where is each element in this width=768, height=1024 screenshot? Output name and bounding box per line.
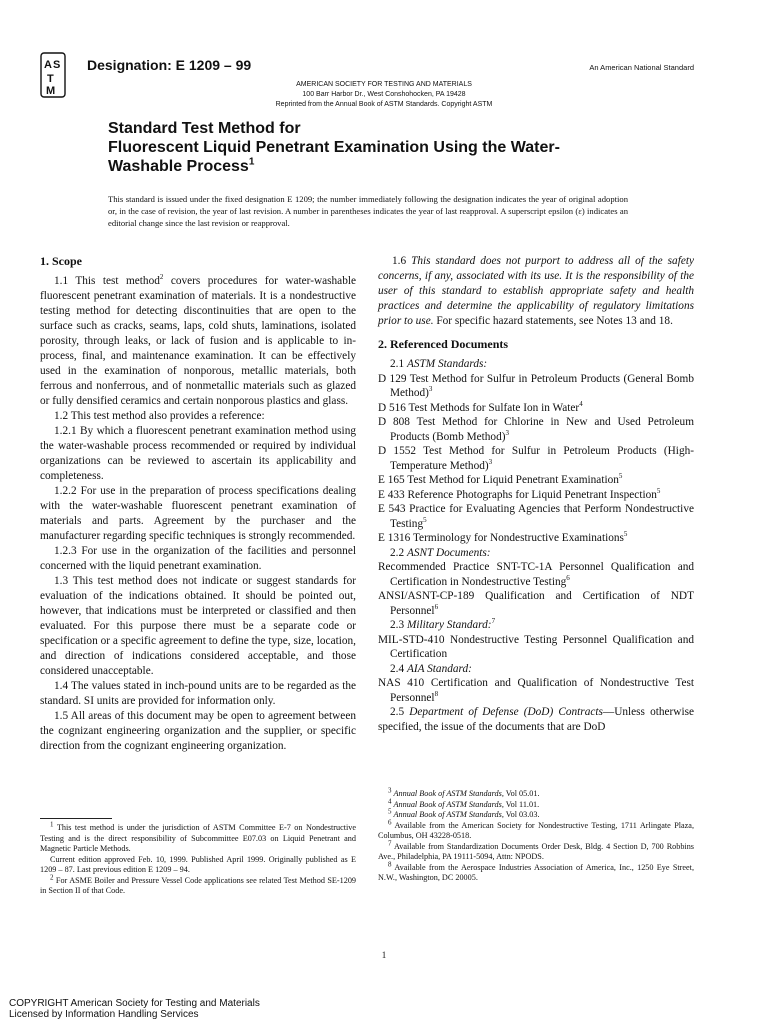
footnote-2 xyxy=(40,872,357,897)
footnote-book: Annual Book of ASTM Standards xyxy=(393,799,502,809)
para-1-1 xyxy=(40,274,356,409)
society-address: 100 Barr Harbor Dr., West Conshohocken, PA 19428 xyxy=(302,91,466,98)
section-2-4 xyxy=(378,662,694,677)
footnote-ref: 5 xyxy=(618,472,623,481)
para-1-2-1: 1.2.1 By which a fluorescent penetrant examination method using the water-washable process recommended or required by individual organizations can be reviewed to ascertain its applicability and completeness. xyxy=(40,425,356,482)
s2-2-title: ASNT Documents: xyxy=(406,546,491,559)
footnote-mark: 3 xyxy=(388,786,392,795)
issuance-notice: This standard is issued under the fixed designation E 1209; the number immediately following the designation indicates the year of original adoption or, in the case of revision, the year of last revision. A number in parentheses indicates the year of last reapproval. A superscript epsilon (ε) indicates an editorial change since the last revision or reapproval. xyxy=(108,194,628,228)
ref-d1552 xyxy=(378,444,694,473)
ref-d808 xyxy=(378,415,694,444)
footnote-ref: 4 xyxy=(579,399,583,408)
title-line-2: Fluorescent Liquid Penetrant Examination Using the Water- xyxy=(108,139,560,156)
copyright-line-1: COPYRIGHT American Society for Testing and Materials xyxy=(9,998,260,1009)
footnote-book: Annual Book of ASTM Standards xyxy=(393,810,502,819)
ref-nas-410 xyxy=(378,676,694,705)
ref-text: D 808 Test Method for Chlorine in New and Used Petroleum Products (Bomb Method) xyxy=(378,416,694,443)
footnote-text: , Vol 05.01. xyxy=(501,789,540,798)
ref-text: E 1316 Terminology for Nondestructive Examinations xyxy=(378,532,624,544)
svg-text:T: T xyxy=(47,73,54,85)
footnote-1 xyxy=(40,820,356,855)
footnote-ref: 5 xyxy=(423,515,427,524)
svg-text:M: M xyxy=(46,85,56,97)
footnote-text: For ASME Boiler and Pressure Vessel Code applications see related Test Method SE-1209 in Section II of that Code. xyxy=(40,875,357,895)
title-line-1: Standard Test Method for xyxy=(108,120,301,137)
section-2-2 xyxy=(378,546,694,561)
s2-5-rest: —Unless otherwise specified, the issue of the documents that are DoD xyxy=(378,706,694,733)
right-column xyxy=(378,254,694,734)
s2-3-num: 2.3 xyxy=(390,619,407,631)
footnote-ref: 2 xyxy=(159,273,164,282)
footnote-text: Available from Standardization Documents Order Desk, Bldg. 4 Section D, 700 Robbins Ave., Philadelphia, PA 19111-5094, Attn: NPODS. xyxy=(378,841,694,861)
ref-text: NAS 410 Certification and Qualification of Nondestructive Test Personnel xyxy=(378,677,694,704)
s2-4-title: AIA Standard: xyxy=(406,662,472,675)
ref-text: ANSI/ASNT-CP-189 Qualification and Certification of NDT Personnel xyxy=(378,590,694,617)
s2-4-num: 2.4 xyxy=(390,662,407,675)
s2-3-title: Military Standard: xyxy=(406,619,492,631)
s2-1-title: ASTM Standards: xyxy=(406,358,488,370)
footnote-8 xyxy=(378,859,694,884)
footnote-ref: 3 xyxy=(488,457,493,466)
footnote-mark: 8 xyxy=(388,859,392,868)
footnote-book: Annual Book of ASTM Standards xyxy=(393,789,502,798)
footnote-text: , Vol 03.03. xyxy=(501,810,540,819)
footnote-mark: 6 xyxy=(388,817,392,826)
ref-text: E 433 Reference Photographs for Liquid Penetrant Inspection xyxy=(378,488,657,501)
ref-text: D 1552 Test Method for Sulfur in Petroleum Products (High-Temperature Method) xyxy=(378,445,694,472)
national-standard-label: An American National Standard xyxy=(589,63,694,72)
footnote-ref: 8 xyxy=(434,689,439,698)
para-1-6 xyxy=(378,254,694,329)
footnote-3 xyxy=(378,786,694,800)
copyright-line-2: Licensed by Information Handling Services xyxy=(9,1009,199,1020)
footnote-7 xyxy=(378,838,694,863)
footnote-5 xyxy=(378,807,694,821)
para-1-2-3: 1.2.3 For use in the organization of the facilities and personnel concerned with the liquid penetrant examination. xyxy=(40,545,356,572)
footnote-mark: 4 xyxy=(388,796,392,805)
footnotes-left xyxy=(40,818,356,897)
svg-text:S: S xyxy=(53,59,61,71)
footnote-ref: 7 xyxy=(491,617,496,626)
copyright-notice xyxy=(9,998,260,1020)
ref-text: D 129 Test Method for Sulfur in Petroleum Products (General Bomb Method) xyxy=(378,372,694,399)
society-block xyxy=(0,80,768,110)
left-column xyxy=(40,254,356,754)
footnote-text: , Vol 11.01. xyxy=(501,799,540,809)
s2-2-num: 2.2 xyxy=(390,546,407,559)
section-2-5 xyxy=(378,705,694,734)
ref-text: E 543 Practice for Evaluating Agencies that Perform Nondestructive Testing xyxy=(378,503,694,530)
ref-snt-tc-1a xyxy=(378,560,694,589)
footnote-1-edition xyxy=(40,855,356,876)
para-1-6-italic: This standard does not purport to address all of the safety concerns, if any, associated with its use. It is the responsibility of the user of this standard to establish appropriate safety and health practices and determine the applicability of regulatory limitations prior to use. xyxy=(378,255,694,327)
ref-text: E 165 Test Method for Liquid Penetrant Examination xyxy=(378,474,619,486)
section-2-1 xyxy=(378,357,694,372)
s2-5-num: 2.5 xyxy=(390,706,410,718)
footnote-mark: 5 xyxy=(388,807,392,816)
para-1-6-rest: For specific hazard statements, see Notes 13 and 18. xyxy=(433,315,673,327)
ref-cp-189 xyxy=(378,589,694,618)
page-number: 1 xyxy=(381,950,387,960)
document-title xyxy=(108,119,668,176)
ref-e165 xyxy=(378,473,694,488)
footnote-rule xyxy=(40,818,112,819)
footnote-mark: 7 xyxy=(388,838,392,847)
footnote-4 xyxy=(378,796,694,811)
title-line-3 xyxy=(108,157,668,176)
footnote-ref: 5 xyxy=(656,486,661,495)
ref-mil-std-410: MIL-STD-410 Nondestructive Testing Personnel Qualification and Certification xyxy=(378,633,694,660)
footnote-text: Current edition approved Feb. 10, 1999. Published April 1999. Originally published as E 1209 – 87. Last previous edition E 1209 – 94. xyxy=(40,854,356,874)
ref-text: D 516 Test Methods for Sulfate Ion in Water xyxy=(378,401,580,414)
footnote-ref: 5 xyxy=(623,530,628,539)
para-1-2: 1.2 This test method also provides a reference: xyxy=(54,410,265,422)
astm-standards-list xyxy=(378,372,694,546)
para-1-3: 1.3 This test method does not indicate or suggest standards for evaluation of the indications obtained. It should be pointed out, however, that indications must be interpreted or classified and then evaluated. For this purpose there must be a separate code or specification or a specific agreement to define the type, size, location, and direction of indications considered acceptable, and those considered unacceptable. xyxy=(40,575,356,677)
para-1-1-b: covers procedures for water-washable fluorescent penetrant examination of materials. It is a nondestructive testing method for detecting discontinuities that are open to the surface such as cracks, seams, laps, cold shuts, laminations, isolated porosity, through leaks, or lack of fusion and is applicable to in-process, final, and maintenance examination. It can be effectively used in the examination of nonporous, metallic materials, both ferrous and nonferrous, and of nonmetallic materials such as glazed or fully densified ceramics and certain nonporous plastics and glass. xyxy=(40,275,357,407)
para-1-2-2: 1.2.2 For use in the preparation of process specifications dealing with the water-washable fluorescent penetrant examination of materials and parts. Agreement by the purchaser and the manufacturer regarding specific techniques is strongly recommended. xyxy=(40,485,356,542)
footnote-ref: 6 xyxy=(434,602,439,611)
s2-1-num: 2.1 xyxy=(390,358,407,370)
s2-5-title: Department of Defense (DoD) Contracts xyxy=(409,706,603,718)
ref-e543 xyxy=(378,502,694,531)
footnote-text: Available from the American Society for Nondestructive Testing, 1711 Arlingate Plaza, Columbus, OH 43228-0518. xyxy=(378,820,694,840)
designation: Designation: E 1209 – 99 xyxy=(87,57,252,73)
section-2-3 xyxy=(378,618,694,633)
title-line-3-text: Washable Process xyxy=(108,158,249,175)
ref-d516 xyxy=(378,401,694,416)
para-1-6-num: 1.6 xyxy=(392,255,412,267)
footnote-text: This test method is under the jurisdiction of ASTM Committee E-7 on Nondestructive Testing and is the direct responsibility of Subcommittee E07.03 on Liquid Penetrant and Magnetic Particle Methods. xyxy=(40,823,356,853)
footnote-ref: 6 xyxy=(566,573,570,582)
footnote-mark: 1 xyxy=(50,820,54,829)
para-1-4: 1.4 The values stated in inch-pound units are to be regarded as the standard. SI units are provided for information only. xyxy=(40,680,356,707)
footnote-ref: 3 xyxy=(428,385,433,394)
footnote-6 xyxy=(378,817,694,842)
ref-e433 xyxy=(378,488,694,503)
svg-text:A: A xyxy=(44,59,52,71)
ref-e1316 xyxy=(378,531,694,546)
footnote-text: Available from the Aerospace Industries Association of America, Inc., 1250 Eye Street, N.W., Washington, DC 20005. xyxy=(378,862,694,882)
scope-heading: 1. Scope xyxy=(40,254,82,268)
title-footnote-mark: 1 xyxy=(248,156,255,168)
referenced-heading: 2. Referenced Documents xyxy=(378,337,509,351)
para-1-1-a: 1.1 This test method xyxy=(54,275,160,287)
ref-d129 xyxy=(378,372,694,401)
footnote-ref: 3 xyxy=(505,428,509,437)
society-name: AMERICAN SOCIETY FOR TESTING AND MATERIALS xyxy=(296,81,472,88)
ref-text: Recommended Practice SNT-TC-1A Personnel Qualification and Certification in Nondestructive Testing xyxy=(378,561,694,588)
footnotes-right xyxy=(378,786,694,884)
footnote-mark: 2 xyxy=(50,872,54,881)
reprint-note: Reprinted from the Annual Book of ASTM Standards. Copyright ASTM xyxy=(275,101,493,108)
para-1-5: 1.5 All areas of this document may be open to agreement between the cognizant engineering organization and the supplier, or specific direction from the cognizant engineering organization. xyxy=(40,710,356,752)
